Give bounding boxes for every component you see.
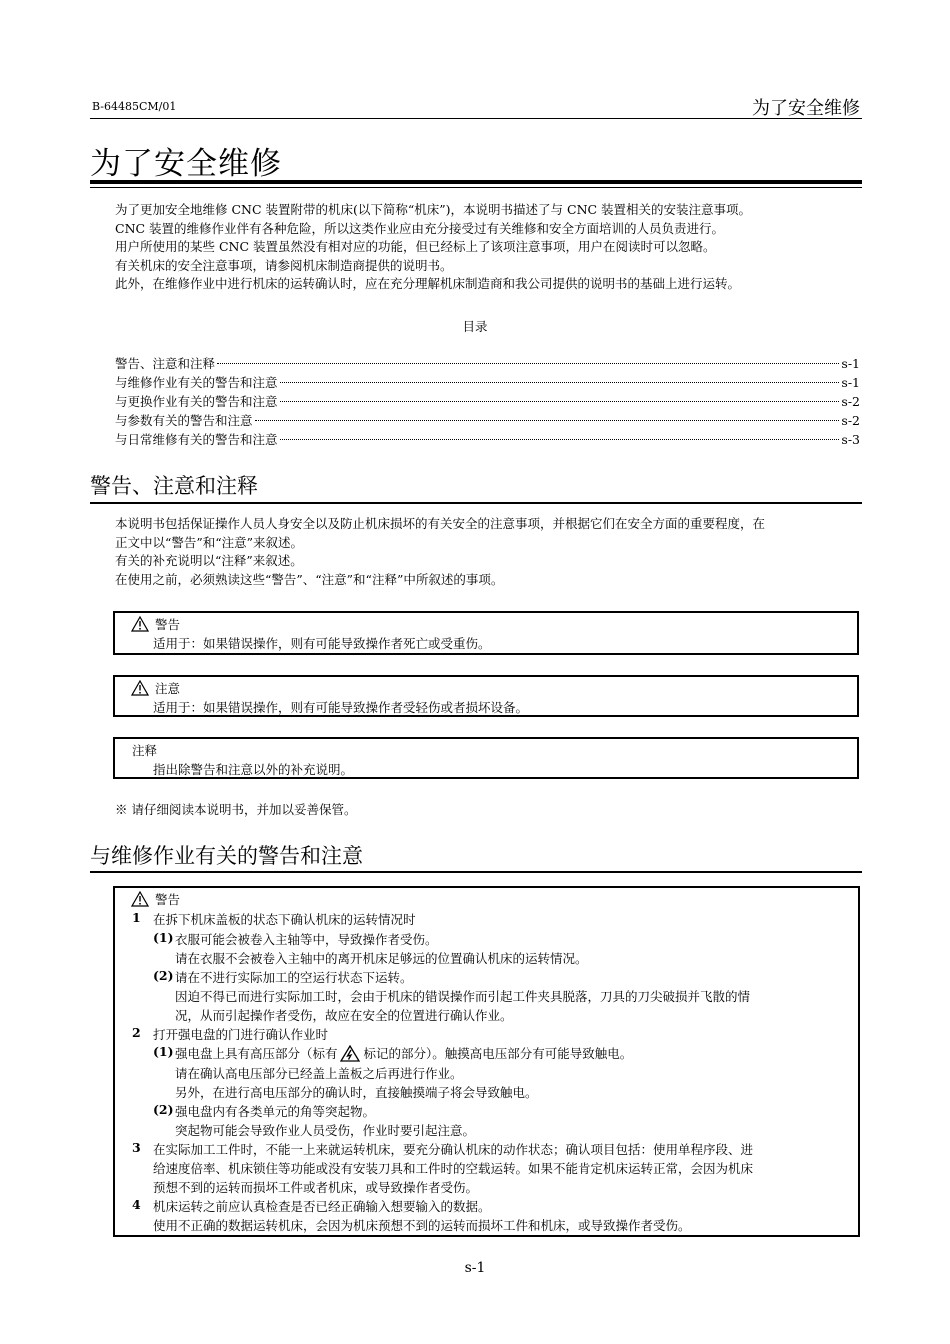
page-title: 为了安全维修 xyxy=(90,146,282,182)
toc-page: s-2 xyxy=(841,394,860,409)
item-number: 1 xyxy=(132,910,141,925)
maintenance-warning-title xyxy=(131,890,180,908)
toc-entry[interactable] xyxy=(115,430,860,449)
table-of-contents xyxy=(115,354,860,449)
warning-box-title xyxy=(131,615,180,633)
warning-triangle-icon xyxy=(131,891,149,907)
document-code: B-64485CM/01 xyxy=(92,100,177,113)
high-voltage-line xyxy=(175,1044,632,1062)
item-text: 给速度倍率、机床锁住等功能或没有安装刀具和工件时的空载运转。如果不能肯定机床运转正常，会因为机床 xyxy=(153,1161,754,1176)
note-box-title xyxy=(132,741,157,759)
toc-leader xyxy=(217,363,839,364)
toc-page: s-2 xyxy=(841,413,860,428)
toc-title: 目录 xyxy=(462,319,488,334)
item-text: 使用不正确的数据运转机床，会因为机床预想不到的运转而损坏工件和机床，或导致操作者受伤。 xyxy=(153,1218,691,1233)
toc-page: s-1 xyxy=(841,356,860,371)
maintenance-warning-box xyxy=(113,886,860,1237)
intro-line: 有关机床的安全注意事项，请参阅机床制造商提供的说明书。 xyxy=(115,257,453,273)
caution-desc: 适用于：如果错误操作，则有可能导致操作者受轻伤或者损坏设备。 xyxy=(153,700,529,715)
caution-box xyxy=(113,675,859,717)
section-rule xyxy=(90,502,862,504)
item-text: 衣服可能会被卷入主轴等中，导致操作者受伤。 xyxy=(175,932,438,947)
item-text: 打开强电盘的门进行确认作业时 xyxy=(153,1027,329,1042)
page-number: s-1 xyxy=(464,1260,486,1276)
caution-box-title xyxy=(131,679,180,697)
toc-leader xyxy=(280,401,840,402)
item-text: 况，从而引起操作者受伤，故应在安全的位置进行确认作业。 xyxy=(175,1008,513,1023)
toc-entry[interactable] xyxy=(115,411,860,430)
section1-line: 本说明书包括保证操作人员人身安全以及防止机床损坏的有关安全的注意事项，并根据它们在安全方面的重要程度，在 xyxy=(115,516,766,531)
toc-leader xyxy=(255,420,840,421)
item-number: 2 xyxy=(132,1025,141,1040)
section1-paragraph xyxy=(115,515,863,589)
item-text: 请在不进行实际加工的空运行状态下运转。 xyxy=(175,970,413,985)
toc-label: 与日常维修有关的警告和注意 xyxy=(115,432,278,447)
sub-number: (1) xyxy=(153,930,174,945)
item-text: 机床运转之前应认真检查是否已经正确输入想要输入的数据。 xyxy=(153,1199,491,1214)
item-text: 请在确认高电压部分已经盖上盖板之后再进行作业。 xyxy=(175,1066,463,1081)
toc-label: 与参数有关的警告和注意 xyxy=(115,413,253,428)
item-text: 另外，在进行高电压部分的确认时，直接触摸端子将会导致触电。 xyxy=(175,1085,538,1100)
item-number: 4 xyxy=(132,1197,141,1212)
intro-line: 用户所使用的某些 CNC 装置虽然没有相对应的功能，但已经标上了该项注意事项，用户在阅读时可以忽略。 xyxy=(115,239,716,254)
caution-label: 注意 xyxy=(155,681,181,696)
item-text: 标记的部分）。触摸高电压部分有可能导致触电。 xyxy=(363,1046,633,1061)
intro-paragraph xyxy=(115,201,863,294)
intro-line: 此外，在维修作业中进行机床的运转确认时，应在充分理解机床制造商和我公司提供的说明书的基础上进行运转。 xyxy=(115,276,741,291)
item-text: 突起物可能会导致作业人员受伤，作业时要引起注意。 xyxy=(175,1123,476,1138)
item-text: 在拆下机床盖板的状态下确认机床的运转情况时 xyxy=(153,912,416,927)
toc-entry[interactable] xyxy=(115,392,860,411)
toc-leader xyxy=(280,439,840,440)
toc-label: 与更换作业有关的警告和注意 xyxy=(115,394,278,409)
warning-label: 警告 xyxy=(155,617,181,632)
section1-line: 有关的补充说明以“注释”来叙述。 xyxy=(115,553,303,568)
section-rule xyxy=(90,871,862,873)
caution-triangle-icon xyxy=(131,680,149,696)
warning-box xyxy=(113,611,859,655)
warning-desc: 适用于：如果错误操作，则有可能导致操作者死亡或受重伤。 xyxy=(153,636,491,651)
section1-line: 在使用之前，必须熟读这些“警告”、“注意”和“注释”中所叙述的事项。 xyxy=(115,571,504,587)
sub-number: (2) xyxy=(153,1102,174,1117)
item-number: 3 xyxy=(132,1140,141,1155)
note-desc: 指出除警告和注意以外的补充说明。 xyxy=(153,762,354,777)
toc-page: s-1 xyxy=(841,375,860,390)
keep-manual-note: ※ 请仔细阅读本说明书，并加以妥善保管。 xyxy=(115,802,357,817)
toc-entry[interactable] xyxy=(115,373,860,392)
sub-number: (1) xyxy=(153,1044,174,1059)
toc-label: 与维修作业有关的警告和注意 xyxy=(115,375,278,390)
item-text: 预想不到的运转而损坏工件或者机床，或导致操作者受伤。 xyxy=(153,1180,479,1195)
toc-page: s-3 xyxy=(841,432,860,447)
section-heading-maintenance: 与维修作业有关的警告和注意 xyxy=(90,844,363,868)
toc-entry[interactable] xyxy=(115,354,860,373)
note-label: 注释 xyxy=(132,743,158,758)
intro-line: CNC 装置的维修作业伴有各种危险，所以这类作业应由充分接受过有关维修和安全方面培训的人员负责进行。 xyxy=(115,220,725,236)
warning-triangle-icon xyxy=(131,616,149,632)
intro-line: 为了更加安全地维修 CNC 装置附带的机床(以下简称“机床”)，本说明书描述了与 CNC 装置相关的安装注意事项。 xyxy=(115,202,752,217)
section-heading-warnings: 警告、注意和注释 xyxy=(90,474,258,498)
item-text: 请在衣服不会被卷入主轴中的离开机床足够远的位置确认机床的运转情况。 xyxy=(175,951,588,966)
high-voltage-icon xyxy=(340,1045,360,1062)
item-text: 在实际加工工件时，不能一上来就运转机床，要充分确认机床的动作状态；确认项目包括：使用单程序段、进 xyxy=(153,1142,754,1157)
item-text: 强电盘上具有高压部分（标有 xyxy=(175,1046,338,1061)
note-box xyxy=(113,737,859,779)
sub-number: (2) xyxy=(153,968,174,983)
warning-label: 警告 xyxy=(155,892,181,907)
header-divider xyxy=(90,118,862,119)
title-rule-thin xyxy=(90,187,862,188)
running-title: 为了安全维修 xyxy=(752,98,860,119)
toc-label: 警告、注意和注释 xyxy=(115,356,216,371)
item-text: 因迫不得已而进行实际加工时，会由于机床的错误操作而引起工件夹具脱落，刀具的刀尖破损并飞散的情 xyxy=(175,989,751,1004)
toc-leader xyxy=(280,382,840,383)
item-text: 强电盘内有各类单元的角等突起物。 xyxy=(175,1104,376,1119)
title-rule-thick xyxy=(90,180,862,184)
section1-line: 正文中以“警告”和“注意”来叙述。 xyxy=(115,534,304,550)
